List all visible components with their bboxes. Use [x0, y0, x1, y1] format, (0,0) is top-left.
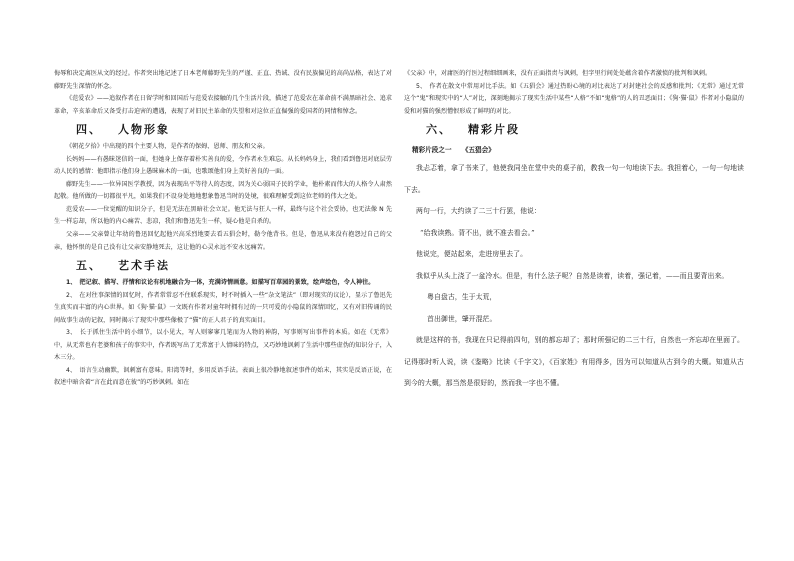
paragraph-changmama: 长妈妈——有愚昧迷信的一面，但她身上保存着朴实善良的爱，令作者永生难忘。从长妈妈身上，我们看到鲁迅对底层劳动人民的感情：他即指示他们身上愚昧麻木的一面，也歌颂他们身上美好善良的一面。: [54, 155, 392, 176]
excerpt-paragraph-3: 他说完，便站起来，走进房里去了。: [416, 250, 528, 259]
excerpt-paragraph-4: 我似乎从头上浇了一盆冷水。但是，有什么法子呢？自然是读着，读着，强记着，——而且要背出来。: [416, 271, 729, 280]
section-heading-excerpts: [404, 120, 744, 140]
section-heading-characters: [54, 120, 392, 140]
technique-item-1: 1、 把记叙、描写、抒情和议论有机地融合为一体，充满诗情画意。如描写百草园的景致，绘声绘色，令人神往。: [66, 279, 375, 287]
section-title: 人物形象: [118, 123, 170, 137]
section-number: 五、: [76, 259, 102, 273]
excerpt-paragraph-2: 两句一行，大约读了二三十行罢，他说：: [416, 207, 541, 216]
paragraph-tengye: 藤野先生——一位异国医学教授，因为表现出平等待人的态度，因为关心弱国子民的学业，他朴素而伟大的人格令人肃然起敬。他所做的一切都很平凡，如果我们不设身处地地想象鲁迅当时的处境，很难理解受到这位老师的伟大之处。: [54, 180, 392, 201]
excerpt-verse-1: 粤自盘古，生于太荒，: [427, 293, 497, 302]
section-title: 艺术手法: [118, 259, 170, 273]
section-number: 四、: [76, 123, 102, 137]
right-column: [404, 68, 744, 395]
excerpt-verse-2: 首出御世，肇开混茫。: [427, 314, 497, 323]
technique-item-2: 2、 在对往事深情的回忆时，作者常常忍不住联系现实，时不时插入一些“杂文笔法”（即对现实的议论），显示了鲁迅先生真实而丰富的内心世界。如《狗·猫·鼠》一文既有作者对童年时拥有过的一只可爱的小隐鼠的深情回忆，又有对旧传诵的民间故事生动的记叙，同时揭示了现实中那些像极了“猫”的正人君子的真实面目。: [54, 291, 392, 324]
section-heading-techniques: [54, 256, 392, 276]
paragraph-fanainong-summary: 《范爱农》——追叙作者在日留学时和回国后与范爱农接触的几个生活片段，描述了范爱农在革命前不满黑暗社会、追求革命，辛亥革命后又备受打击迫害的遭遇，表现了对旧民主革命的失望和对这位正直倔强的爱国者的同情和悼念。: [54, 95, 392, 115]
paragraph-fanainong: 范爱农——一位觉醒的知识分子，但是无法在黑暗社会立足。他无法与狂人一样，最终与这个社会妥协，也无法像 N 先生一样忘却，所以他的内心痛苦、悲凉，我们和鲁迅先生一样，疑心他是自杀的。: [54, 205, 392, 226]
technique-item-3: 3、 长于抓住生活中的小细节，以小见大，写人则寥寥几笔而为人物的神韵，写事则写出事件的本质。如在《无常》中，从无常也有老婆和孩子的事实中，作者既写出了无常富于人情味的特点，又巧妙地讽刺了生活中那些虚伪的知识分子，入木三分。: [54, 329, 392, 362]
paragraph-tengye-summary: 侮辱和决定离医从文的经过。作者突出地记述了日本老师藤野先生的严谨、正直、热诚、没有民族偏见的高尚品格，表达了对藤野先生深情的怀念。: [54, 70, 392, 90]
excerpt-paragraph-5: 就是这样的书，我现在只记得前四句，别的都忘却了；那时所强记的二三十行，自然也一齐忘却在里面了。记得那时听人说，读《鉴略》比读《千字文》，《百家姓》有用得多，因为可以知道从古到今的大概。知道从古到今的大概，那当然是很好的，然而我一字也不懂。: [404, 336, 744, 388]
paragraph-characters-intro: 《朝花夕拾》中出现的四个主要人物，是作者的保姆、恩师、朋友和父亲。: [66, 143, 269, 151]
paragraph-father: 父亲——父亲曾让年幼的鲁迅回忆起他兴高采烈地要去看五猖会时，勒令他背书。但是，鲁迅从来没有抱怨过自己的父亲，他怀恨的是自己没有让父亲安静地死去，这让他的心灵永远不安永远痛苦。: [54, 231, 392, 251]
section-number: 六、: [426, 123, 452, 137]
paragraph-father-continued: 《父亲》中，对庸医的行医过程细细画来，没有正面指责与讽刺，但字里行间处处蕴含着作者激愤的批判和讽刺。: [404, 70, 712, 77]
section-title: 精彩片段: [468, 123, 520, 137]
technique-item-4: 4、 语言生动幽默，讽刺富有意味。阳湾等时，多用反语手法。表面上很冷静地叙述事件的始末，其实是反语正说，在叙述中暗含着“言在此而意在彼”的巧妙讽刺。如在: [54, 366, 392, 387]
excerpt-title: 《五猖会》: [461, 146, 495, 155]
excerpt-subheading: [404, 142, 744, 158]
excerpt-label: 精彩片段之一: [412, 146, 452, 155]
left-column: [54, 68, 392, 390]
technique-item-5: 5、 作者在散文中常用对比手法。如《五猖会》通过热盼心境的对比表达了对封建社会的反感和批判；《无常》通过无常这个“鬼”和现实中的“人”对比，深刻地揭示了现实生活中某些“人格”不如“鬼格”的人的丑恶面目；《狗·猫·鼠》作者对小隐鼠的爱和对猫的强烈憎恨形成了鲜明的对比。: [404, 82, 744, 115]
excerpt-paragraph-1: 我忐忑着，拿了书来了，他使我同坐在堂中央的桌子前，教我一句一句地读下去。我担着心，一句一句地读下去。: [404, 164, 744, 194]
excerpt-quote: “给我读熟。背不出，就不准去看会。”: [420, 228, 535, 237]
